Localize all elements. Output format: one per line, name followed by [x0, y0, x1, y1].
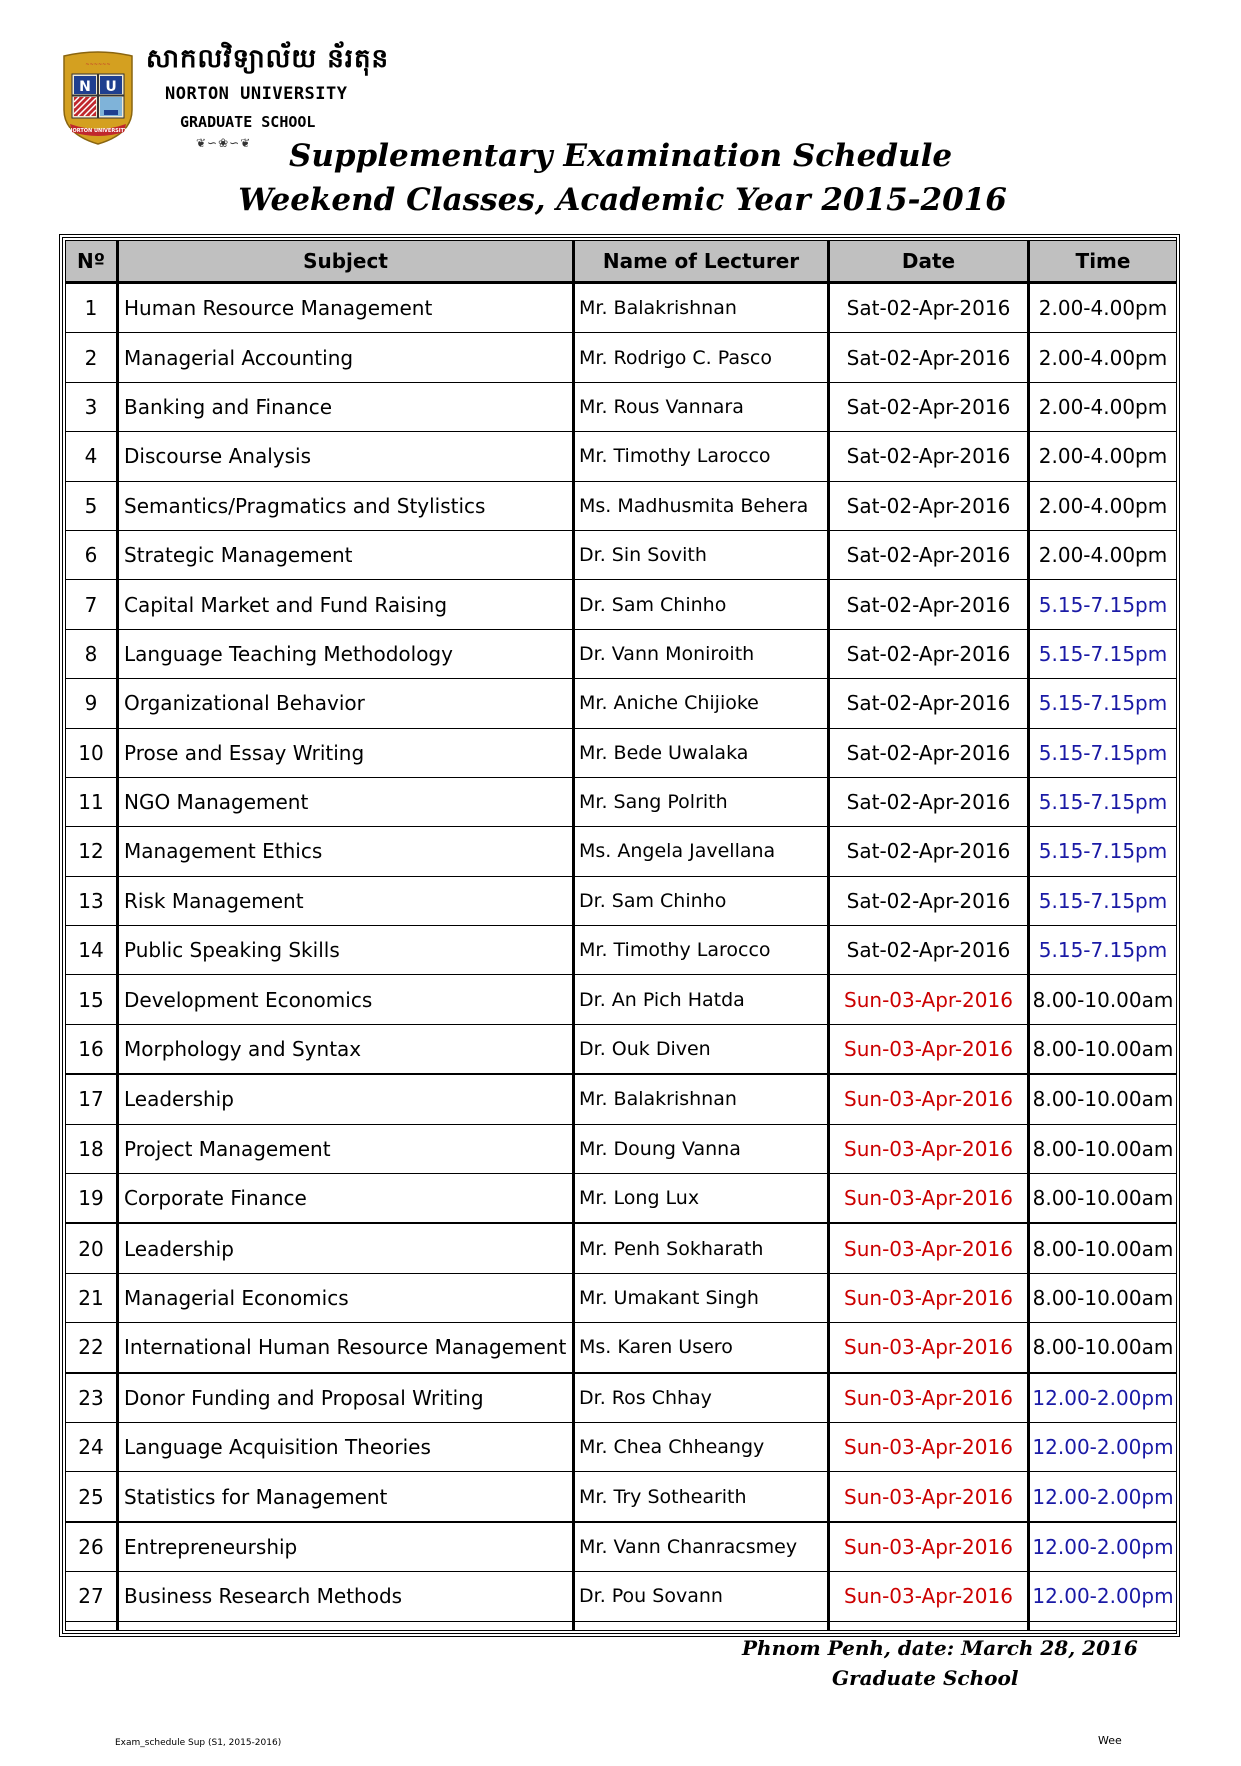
table-row — [66, 530, 1177, 579]
date-cell: Sat-02-Apr-2016 — [829, 580, 1029, 629]
table-row — [66, 728, 1177, 777]
table-row — [66, 1124, 1177, 1173]
lecturer-cell: Mr. Sang Polrith — [574, 777, 829, 826]
row-number: 13 — [66, 876, 118, 925]
subject-cell: Entrepreneurship — [118, 1522, 574, 1572]
table-row — [66, 1074, 1177, 1124]
date-cell: Sun-03-Apr-2016 — [829, 1572, 1029, 1621]
subject-cell: Semantics/Pragmatics and Stylistics — [118, 481, 574, 530]
date-cell: Sat-02-Apr-2016 — [829, 382, 1029, 431]
row-number: 17 — [66, 1074, 118, 1124]
table-row — [66, 333, 1177, 382]
date-cell: Sun-03-Apr-2016 — [829, 1124, 1029, 1173]
row-number: 4 — [66, 432, 118, 481]
time-cell: 8.00-10.00am — [1029, 1323, 1177, 1373]
table-row — [66, 1323, 1177, 1373]
subject-cell: Leadership — [118, 1074, 574, 1124]
lecturer-cell: Mr. Balakrishnan — [574, 283, 829, 333]
subject-cell: Language Teaching Methodology — [118, 629, 574, 678]
date-cell: Sat-02-Apr-2016 — [829, 827, 1029, 876]
lecturer-cell: Dr. Vann Moniroith — [574, 629, 829, 678]
time-cell: 2.00-4.00pm — [1029, 530, 1177, 579]
school-name: GRADUATE SCHOOL — [180, 113, 316, 131]
svg-text:U: U — [105, 79, 117, 95]
lecturer-cell: Mr. Chea Chheangy — [574, 1422, 829, 1471]
lecturer-cell: Mr. Long Lux — [574, 1174, 829, 1224]
ornament-divider-icon: ❦∽❀∽❦ — [196, 136, 252, 150]
subject-cell: Discourse Analysis — [118, 432, 574, 481]
subject-cell: Language Acquisition Theories — [118, 1422, 574, 1471]
table-row — [66, 1422, 1177, 1471]
place-and-date: Phnom Penh, date: March 28, 2016 — [742, 1636, 1138, 1660]
subject-cell: Corporate Finance — [118, 1174, 574, 1224]
column-header-number: Nº — [66, 241, 118, 283]
lecturer-cell: Dr. Sam Chinho — [574, 876, 829, 925]
time-cell: 12.00-2.00pm — [1029, 1422, 1177, 1471]
time-cell: 5.15-7.15pm — [1029, 629, 1177, 678]
lecturer-cell: Mr. Try Sothearith — [574, 1472, 829, 1522]
row-number: 24 — [66, 1422, 118, 1471]
time-cell: 2.00-4.00pm — [1029, 481, 1177, 530]
table-row — [66, 629, 1177, 678]
date-cell: Sat-02-Apr-2016 — [829, 432, 1029, 481]
date-cell: Sun-03-Apr-2016 — [829, 1074, 1029, 1124]
date-cell: Sat-02-Apr-2016 — [829, 777, 1029, 826]
subject-cell: Risk Management — [118, 876, 574, 925]
table-row — [66, 1024, 1177, 1074]
date-cell: Sat-02-Apr-2016 — [829, 926, 1029, 975]
time-cell: 5.15-7.15pm — [1029, 926, 1177, 975]
time-cell: 8.00-10.00am — [1029, 1074, 1177, 1124]
lecturer-cell: Ms. Madhusmita Behera — [574, 481, 829, 530]
subject-cell: International Human Resource Management — [118, 1323, 574, 1373]
table-row — [66, 876, 1177, 925]
sheet-label: Wee — [1098, 1734, 1122, 1747]
time-cell: 8.00-10.00am — [1029, 1124, 1177, 1173]
time-cell: 8.00-10.00am — [1029, 1024, 1177, 1074]
lecturer-cell: Dr. Ouk Diven — [574, 1024, 829, 1074]
row-number: 20 — [66, 1223, 118, 1273]
lecturer-cell: Dr. Pou Sovann — [574, 1572, 829, 1621]
table-row — [66, 1472, 1177, 1522]
subject-cell: Prose and Essay Writing — [118, 728, 574, 777]
time-cell: 12.00-2.00pm — [1029, 1522, 1177, 1572]
row-number: 18 — [66, 1124, 118, 1173]
date-cell: Sun-03-Apr-2016 — [829, 1174, 1029, 1224]
subject-cell: Morphology and Syntax — [118, 1024, 574, 1074]
lecturer-cell: Mr. Vann Chanracsmey — [574, 1522, 829, 1572]
subject-cell: Management Ethics — [118, 827, 574, 876]
subject-cell: Managerial Accounting — [118, 333, 574, 382]
table-row — [66, 283, 1177, 333]
table-row — [66, 1522, 1177, 1572]
row-number: 7 — [66, 580, 118, 629]
column-header-time: Time — [1029, 241, 1177, 283]
time-cell: 12.00-2.00pm — [1029, 1373, 1177, 1423]
date-cell: Sun-03-Apr-2016 — [829, 1472, 1029, 1522]
date-cell: Sat-02-Apr-2016 — [829, 333, 1029, 382]
table-row — [66, 975, 1177, 1024]
time-cell: 8.00-10.00am — [1029, 1273, 1177, 1322]
row-number: 5 — [66, 481, 118, 530]
table-row — [66, 1572, 1177, 1621]
date-cell: Sat-02-Apr-2016 — [829, 728, 1029, 777]
date-cell: Sun-03-Apr-2016 — [829, 1323, 1029, 1373]
date-cell: Sat-02-Apr-2016 — [829, 283, 1029, 333]
time-cell: 12.00-2.00pm — [1029, 1472, 1177, 1522]
date-cell: Sun-03-Apr-2016 — [829, 1024, 1029, 1074]
date-cell: Sun-03-Apr-2016 — [829, 1273, 1029, 1322]
document-subtitle: Weekend Classes, Academic Year 2015-2016 — [238, 182, 1007, 218]
row-number: 9 — [66, 679, 118, 728]
subject-cell: Development Economics — [118, 975, 574, 1024]
lecturer-cell: Mr. Balakrishnan — [574, 1074, 829, 1124]
svg-text:NORTON UNIVERSITY: NORTON UNIVERSITY — [68, 128, 128, 134]
row-number: 25 — [66, 1472, 118, 1522]
empty-cell — [574, 1621, 829, 1630]
lecturer-cell: Mr. Penh Sokharath — [574, 1223, 829, 1273]
date-cell: Sun-03-Apr-2016 — [829, 1373, 1029, 1423]
date-cell: Sat-02-Apr-2016 — [829, 679, 1029, 728]
exam-schedule-table — [59, 234, 1180, 1637]
table-row — [66, 926, 1177, 975]
row-number: 16 — [66, 1024, 118, 1074]
shield-emblem-icon — [60, 50, 136, 146]
lecturer-cell: Dr. Sin Sovith — [574, 530, 829, 579]
lecturer-cell: Mr. Rodrigo C. Pasco — [574, 333, 829, 382]
table-row — [66, 382, 1177, 431]
row-number: 12 — [66, 827, 118, 876]
time-cell: 5.15-7.15pm — [1029, 827, 1177, 876]
table-row — [66, 481, 1177, 530]
subject-cell: Organizational Behavior — [118, 679, 574, 728]
empty-cell — [829, 1621, 1029, 1630]
column-header-subject: Subject — [118, 241, 574, 283]
row-number: 21 — [66, 1273, 118, 1322]
row-number: 26 — [66, 1522, 118, 1572]
row-number: 19 — [66, 1174, 118, 1224]
lecturer-cell: Ms. Angela Javellana — [574, 827, 829, 876]
lecturer-cell: Mr. Doung Vanna — [574, 1124, 829, 1173]
lecturer-cell: Dr. Sam Chinho — [574, 580, 829, 629]
table-row — [66, 777, 1177, 826]
table-row — [66, 1174, 1177, 1224]
subject-cell: Statistics for Management — [118, 1472, 574, 1522]
table-row — [66, 679, 1177, 728]
time-cell: 2.00-4.00pm — [1029, 333, 1177, 382]
row-number: 15 — [66, 975, 118, 1024]
time-cell: 12.00-2.00pm — [1029, 1572, 1177, 1621]
svg-text:~~~~~~: ~~~~~~ — [85, 62, 111, 68]
lecturer-cell: Dr. An Pich Hatda — [574, 975, 829, 1024]
row-number: 3 — [66, 382, 118, 431]
time-cell: 8.00-10.00am — [1029, 1174, 1177, 1224]
time-cell: 2.00-4.00pm — [1029, 283, 1177, 333]
column-header-date: Date — [829, 241, 1029, 283]
subject-cell: NGO Management — [118, 777, 574, 826]
table-row — [66, 1223, 1177, 1273]
time-cell: 5.15-7.15pm — [1029, 777, 1177, 826]
date-cell: Sun-03-Apr-2016 — [829, 1522, 1029, 1572]
row-number: 6 — [66, 530, 118, 579]
time-cell: 5.15-7.15pm — [1029, 679, 1177, 728]
time-cell: 8.00-10.00am — [1029, 975, 1177, 1024]
empty-cell — [118, 1621, 574, 1630]
subject-cell: Human Resource Management — [118, 283, 574, 333]
empty-cell — [1029, 1621, 1177, 1630]
row-number: 14 — [66, 926, 118, 975]
subject-cell: Managerial Economics — [118, 1273, 574, 1322]
row-number: 1 — [66, 283, 118, 333]
date-cell: Sat-02-Apr-2016 — [829, 876, 1029, 925]
lecturer-cell: Mr. Umakant Singh — [574, 1273, 829, 1322]
table-row — [66, 1373, 1177, 1423]
table-row — [66, 1273, 1177, 1322]
lecturer-cell: Dr. Ros Chhay — [574, 1373, 829, 1423]
subject-cell: Leadership — [118, 1223, 574, 1273]
lecturer-cell: Mr. Rous Vannara — [574, 382, 829, 431]
row-number: 2 — [66, 333, 118, 382]
table-row — [66, 432, 1177, 481]
subject-cell: Public Speaking Skills — [118, 926, 574, 975]
lecturer-cell: Ms. Karen Usero — [574, 1323, 829, 1373]
time-cell: 8.00-10.00am — [1029, 1223, 1177, 1273]
column-header-lecturer: Name of Lecturer — [574, 241, 829, 283]
lecturer-cell: Mr. Timothy Larocco — [574, 926, 829, 975]
time-cell: 2.00-4.00pm — [1029, 382, 1177, 431]
university-name-khmer: សាកលវិទ្យាល័យ ន័រតុន — [146, 44, 389, 74]
subject-cell: Project Management — [118, 1124, 574, 1173]
date-cell: Sat-02-Apr-2016 — [829, 530, 1029, 579]
row-number: 23 — [66, 1373, 118, 1423]
table-row — [66, 580, 1177, 629]
subject-cell: Business Research Methods — [118, 1572, 574, 1621]
date-cell: Sun-03-Apr-2016 — [829, 1223, 1029, 1273]
table-row — [66, 827, 1177, 876]
signatory: Graduate School — [832, 1666, 1019, 1690]
subject-cell: Donor Funding and Proposal Writing — [118, 1373, 574, 1423]
date-cell: Sat-02-Apr-2016 — [829, 629, 1029, 678]
subject-cell: Capital Market and Fund Raising — [118, 580, 574, 629]
subject-cell: Banking and Finance — [118, 382, 574, 431]
time-cell: 5.15-7.15pm — [1029, 728, 1177, 777]
lecturer-cell: Mr. Bede Uwalaka — [574, 728, 829, 777]
svg-text:N: N — [79, 79, 91, 95]
row-number: 27 — [66, 1572, 118, 1621]
date-cell: Sat-02-Apr-2016 — [829, 481, 1029, 530]
table-header-row — [66, 241, 1177, 283]
empty-row — [66, 1621, 1177, 1630]
date-cell: Sun-03-Apr-2016 — [829, 1422, 1029, 1471]
university-logo — [60, 50, 136, 146]
file-label: Exam_schedule Sup (S1, 2015-2016) — [115, 1738, 282, 1748]
row-number: 22 — [66, 1323, 118, 1373]
row-number: 11 — [66, 777, 118, 826]
empty-cell — [66, 1621, 118, 1630]
lecturer-cell: Mr. Aniche Chijioke — [574, 679, 829, 728]
time-cell: 5.15-7.15pm — [1029, 876, 1177, 925]
date-cell: Sun-03-Apr-2016 — [829, 975, 1029, 1024]
subject-cell: Strategic Management — [118, 530, 574, 579]
time-cell: 5.15-7.15pm — [1029, 580, 1177, 629]
university-name: NORTON UNIVERSITY — [165, 84, 348, 104]
document-title: Supplementary Examination Schedule — [288, 138, 953, 174]
row-number: 8 — [66, 629, 118, 678]
row-number: 10 — [66, 728, 118, 777]
lecturer-cell: Mr. Timothy Larocco — [574, 432, 829, 481]
time-cell: 2.00-4.00pm — [1029, 432, 1177, 481]
